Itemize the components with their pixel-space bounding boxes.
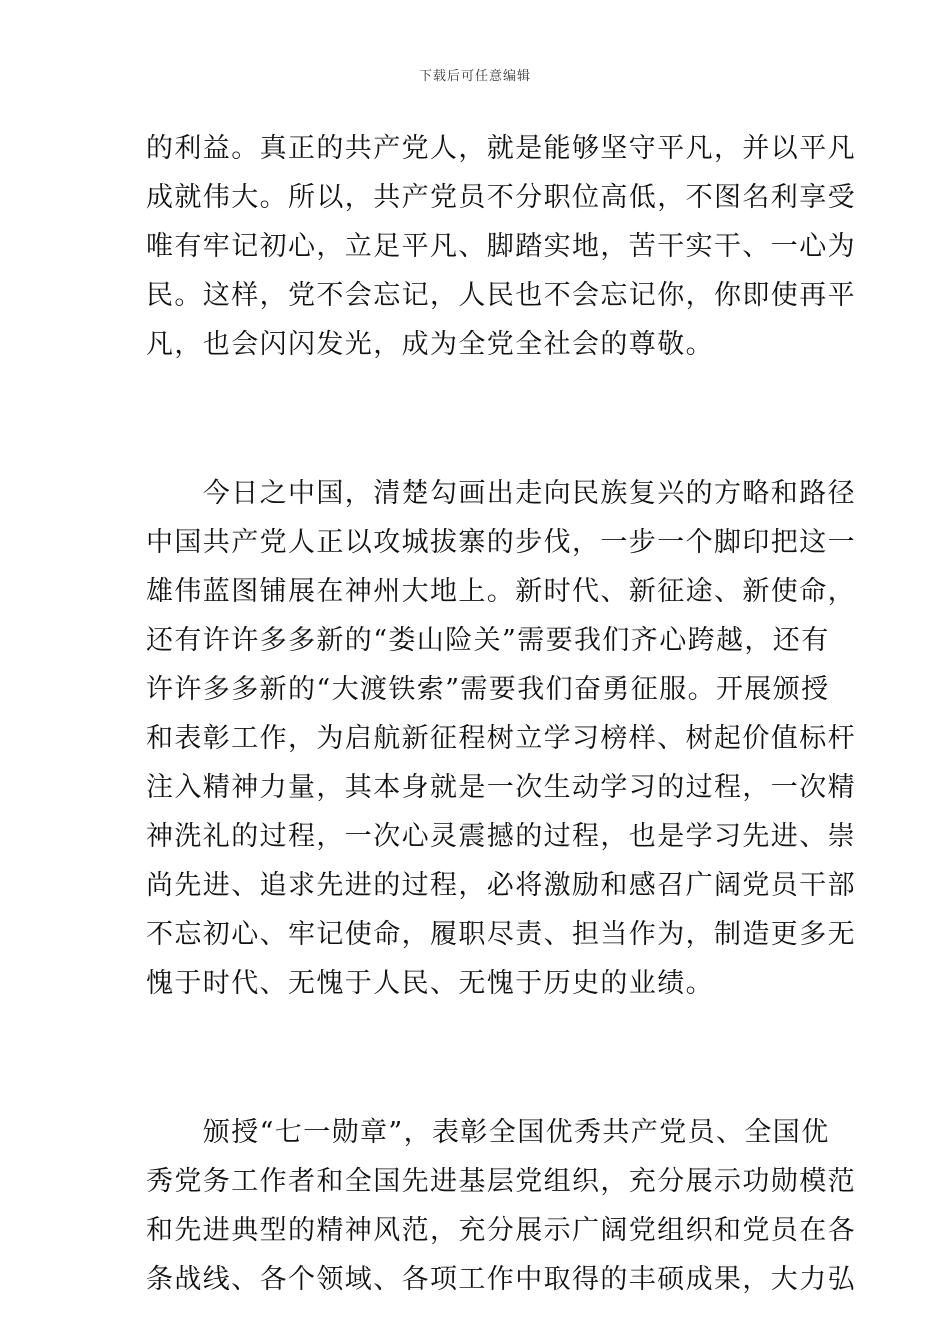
text-line: 的利益。真正的共产党人，就是能够坚守平凡，并以平凡 xyxy=(146,133,856,164)
page-header: 下载后可任意编辑 xyxy=(418,69,531,84)
text-line: 唯有牢记初心，立足平凡、脚踏实地，苦干实干、一心为 xyxy=(146,231,856,262)
paragraph-3 xyxy=(146,1108,856,1304)
text-line: 今日之中国，清楚勾画出走向民族复兴的方略和路径 xyxy=(146,478,856,509)
text-line: 雄伟蓝图铺展在神州大地上。新时代、新征途、新使命， xyxy=(146,576,856,607)
text-line: 尚先进、追求先进的过程，必将激励和感召广阔党员干部 xyxy=(146,870,856,901)
text-line: 中国共产党人正以攻城拔寨的步伐，一步一个脚印把这一 xyxy=(146,527,856,558)
text-line: 不忘初心、牢记使命，履职尽责、担当作为，制造更多无 xyxy=(146,919,856,950)
text-line: 和表彰工作，为启航新征程树立学习榜样、树起价值标杆 xyxy=(146,723,856,754)
text-line: 成就伟大。所以，共产党员不分职位高低，不图名利享受 xyxy=(146,182,856,213)
paragraph-2 xyxy=(146,469,856,1008)
text-line: 神洗礼的过程，一次心灵震撼的过程，也是学习先进、崇 xyxy=(146,821,856,852)
text-line: 许许多多新的“大渡铁索”需要我们奋勇征服。开展颁授 xyxy=(146,674,830,705)
text-line: 愧于时代、无愧于人民、无愧于历史的业绩。 xyxy=(146,968,714,999)
text-line: 还有许许多多新的“娄山险关”需要我们齐心跨越，还有 xyxy=(146,625,830,656)
paragraph-spacer xyxy=(146,369,806,469)
text-line: 条战线、各个领域、各项工作中取得的丰硕成果，大力弘 xyxy=(146,1264,856,1295)
text-line: 和先进典型的精神风范，充分展示广阔党组织和党员在各 xyxy=(146,1215,856,1246)
text-line: 凡，也会闪闪发光，成为全党全社会的尊敬。 xyxy=(146,329,714,360)
text-line: 注入精神力量，其本身就是一次生动学习的过程，一次精 xyxy=(146,772,856,803)
text-line: 民。这样，党不会忘记，人民也不会忘记你，你即使再平 xyxy=(146,280,856,311)
document-body xyxy=(146,124,856,1304)
text-line: 颁授“七一勋章”，表彰全国优秀共产党员、全国优 xyxy=(146,1117,830,1148)
paragraph-spacer xyxy=(146,1008,806,1108)
paragraph-1 xyxy=(146,124,856,369)
text-line: 秀党务工作者和全国先进基层党组织，充分展示功勋模范 xyxy=(146,1166,856,1197)
